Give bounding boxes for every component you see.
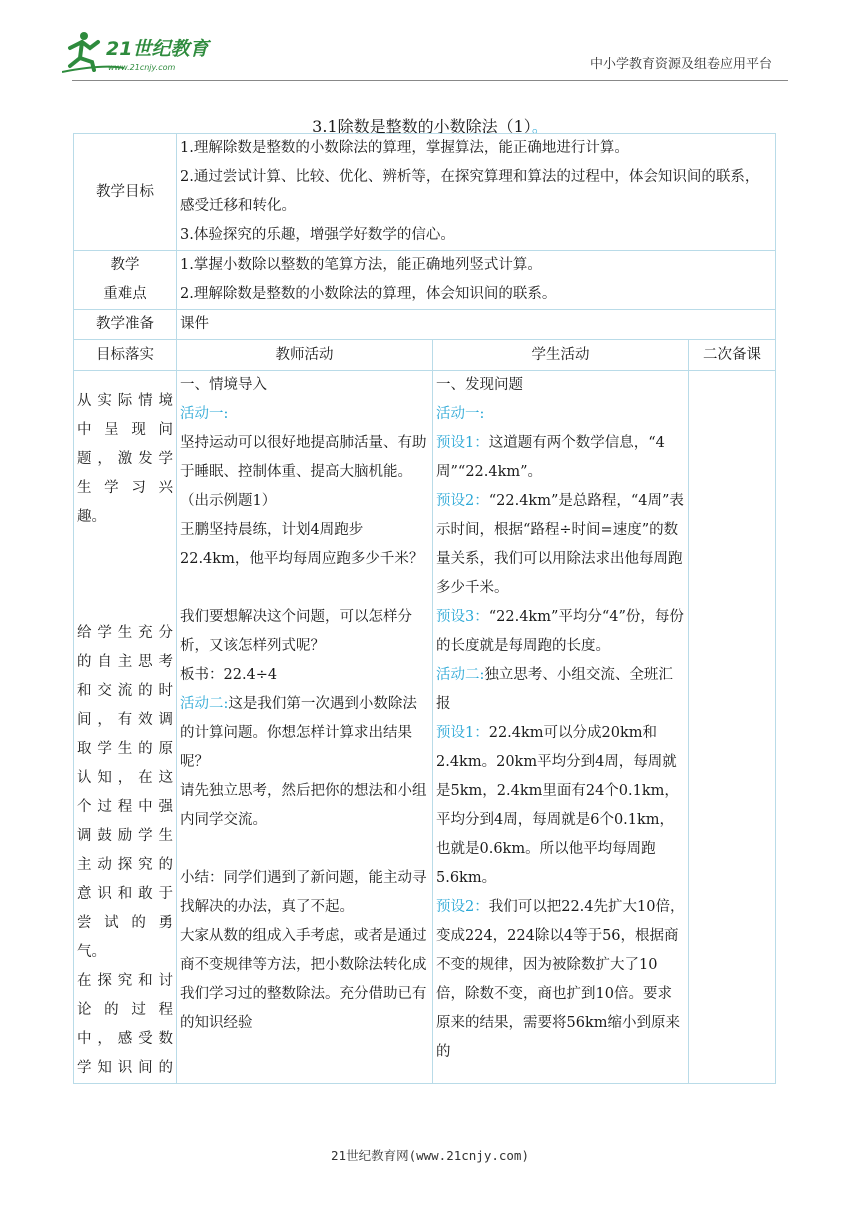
goal-note-line: 认知，在这 <box>77 770 173 786</box>
teacher-think: 请先独立思考，然后把你的想法和小组内同学交流。 <box>180 783 427 828</box>
teacher-summary: 小结：同学们遇到了新问题，能主动寻找解决的办法，真了不起。 <box>180 870 427 915</box>
column-header: 二次备课 <box>689 340 776 371</box>
lesson-plan-table <box>73 133 776 1084</box>
goal-item: 1.理解除数是整数的小数除法的算理，掌握算法，能正确地进行计算。 <box>180 140 629 156</box>
student-b-preset1 <box>436 719 685 893</box>
teacher-problem: 王鹏坚持晨练，计划4周跑步22.4km，他平均每周应跑多少千米？ <box>180 522 424 567</box>
goal-note-line: 意识和敢于 <box>77 886 173 902</box>
keypoint-label-line: 教学 <box>110 257 140 273</box>
page-footer: 21世纪教育网(www.21cnjy.com) <box>331 1148 529 1163</box>
teacher-board: 板书：22.4÷4 <box>180 667 278 683</box>
teacher-intro: 坚持运动可以很好地提高肺活量、有助于睡眠、控制体重、提高大脑机能。（出示例题1） <box>180 435 427 509</box>
goal-note-line: 和交流的时 <box>77 683 173 699</box>
goal-note-line: 学知识间的 <box>77 1060 173 1076</box>
teacher-activity2 <box>180 690 429 777</box>
header-divider <box>72 80 788 81</box>
teacher-question: 我们要想解决这个问题，可以怎样分析，又该怎样列式呢？ <box>180 609 412 654</box>
student-preset2 <box>436 487 685 603</box>
logo-url-text: www.21cnjy.com <box>108 63 176 72</box>
runner-logo-icon <box>62 28 232 74</box>
keypoint-item: 2.理解除数是整数的小数除法的算理，体会知识间的联系。 <box>180 286 557 302</box>
student-heading: 一、发现问题 <box>436 377 523 393</box>
second-prep-cell <box>689 371 776 1084</box>
goal-note-line: 间，有效调 <box>77 712 173 728</box>
teacher-heading: 一、情境导入 <box>180 377 267 393</box>
student-activity1-label: 活动一: <box>436 406 485 422</box>
column-header: 目标落实 <box>74 340 177 371</box>
goal-label: 教学目标 <box>74 134 177 251</box>
teacher-transfer: 大家从数的组成入手考虑，或者是通过商不变规律等方法，把小数除法转化成我们学习过的整数除法。充分借助已有的知识经验 <box>180 928 427 1031</box>
teacher-activity2-label: 活动二: <box>180 696 229 712</box>
goal-item: 2.通过尝试计算、比较、优化、辨析等，在探究算理和算法的过程中，体会知识间的联系，感受迁移和转化。 <box>180 169 760 214</box>
goal-note-line: 的自主思考 <box>77 654 173 670</box>
goal-note-line: 中，感受数 <box>77 1031 173 1047</box>
teacher-activity-cell <box>177 371 433 1084</box>
student-preset1 <box>436 429 685 487</box>
preset-label: 预设2： <box>436 493 489 509</box>
row-activities <box>74 371 776 1084</box>
page-header <box>0 0 860 80</box>
goal-note-line: 调鼓励学生 <box>77 828 173 844</box>
logo-main-text: 21世纪教育 <box>106 38 209 60</box>
preset-text: “22.4km”平均分“4”份，每份的长度就是每周跑的长度。 <box>436 609 684 654</box>
goal-note-line: 给学生充分 <box>77 625 173 641</box>
goal-note-line: 尝试的勇 <box>77 915 173 931</box>
preset-label: 预设1： <box>436 725 489 741</box>
goal-note-line: 中呈现问 <box>77 422 173 438</box>
goal-note-line: 从实际情境 <box>77 393 173 409</box>
prep-label: 教学准备 <box>74 310 177 340</box>
preset-text: 这道题有两个数学信息，“4周”“22.4km”。 <box>436 435 665 480</box>
row-column-headers <box>74 340 776 371</box>
prep-value: 课件 <box>177 310 776 340</box>
goal-note-line: 题，激发学 <box>77 451 173 467</box>
keypoint-item: 1.掌握小数除以整数的笔算方法，能正确地列竖式计算。 <box>180 257 542 273</box>
preset-text: 22.4km可以分成20km和2.4km。20km平均分到4周，每周就是5km，2.4km里面有24个0.1km，平均分到4周，每周就是6个0.1km，也就是0.6km。所以他平均每周跑5.6km。 <box>436 725 679 886</box>
student-activity2 <box>436 661 685 719</box>
column-header: 教师活动 <box>177 340 433 371</box>
title-mark: 。 <box>531 117 548 136</box>
preset-text: 我们可以把22.4先扩大10倍，变成224，224除以4等于56，根据商不变的规律，因为被除数扩大了10倍，除数不变，商也扩到10倍。要求原来的结果，需要将56km缩小到原来的 <box>436 899 685 1060</box>
goal-note-line: 主动探究的 <box>77 857 173 873</box>
keypoint-label-line: 重难点 <box>103 286 147 302</box>
teacher-activity2-text: 这是我们第一次遇到小数除法的计算问题。你想怎样计算求出结果呢？ <box>180 696 417 770</box>
row-keypoints <box>74 251 776 310</box>
goal-note-line: 取学生的原 <box>77 741 173 757</box>
goal-note-line: 在探究和讨 <box>77 973 173 989</box>
student-activity2-label: 活动二: <box>436 667 485 683</box>
goal-note-line: 生学习兴 <box>77 480 173 496</box>
row-goals <box>74 134 776 251</box>
platform-name: 中小学教育资源及组卷应用平台 <box>589 57 772 72</box>
goal-item: 3.体验探究的乐趣，增强学好数学的信心。 <box>180 227 455 243</box>
student-activity-cell <box>433 371 689 1084</box>
goal-column-cell <box>74 371 177 1084</box>
teacher-activity1-label: 活动一: <box>180 406 229 422</box>
keypoint-label <box>74 251 177 310</box>
goal-note-line: 趣。 <box>77 509 106 525</box>
title-text: 3.1除数是整数的小数除法（1） <box>312 117 532 136</box>
student-preset3 <box>436 603 685 661</box>
preset-label: 预设3： <box>436 609 489 625</box>
student-b-preset2 <box>436 893 685 1067</box>
goal-content <box>177 134 776 251</box>
preset-label: 预设1： <box>436 435 489 451</box>
goal-note-line: 气。 <box>77 944 106 960</box>
goal-note-line: 个过程中强 <box>77 799 173 815</box>
keypoint-content <box>177 251 776 310</box>
row-prep <box>74 310 776 340</box>
student-activity2-text: 独立思考、小组交流、全班汇报 <box>436 667 673 712</box>
preset-label: 预设2： <box>436 899 489 915</box>
column-header: 学生活动 <box>433 340 689 371</box>
goal-note-line: 论的过程 <box>77 1002 173 1018</box>
preset-text: “22.4km”是总路程，“4周”表示时间，根据“路程÷时间=速度”的数量关系，我们可以用除法求出他每周跑多少千米。 <box>436 493 684 596</box>
